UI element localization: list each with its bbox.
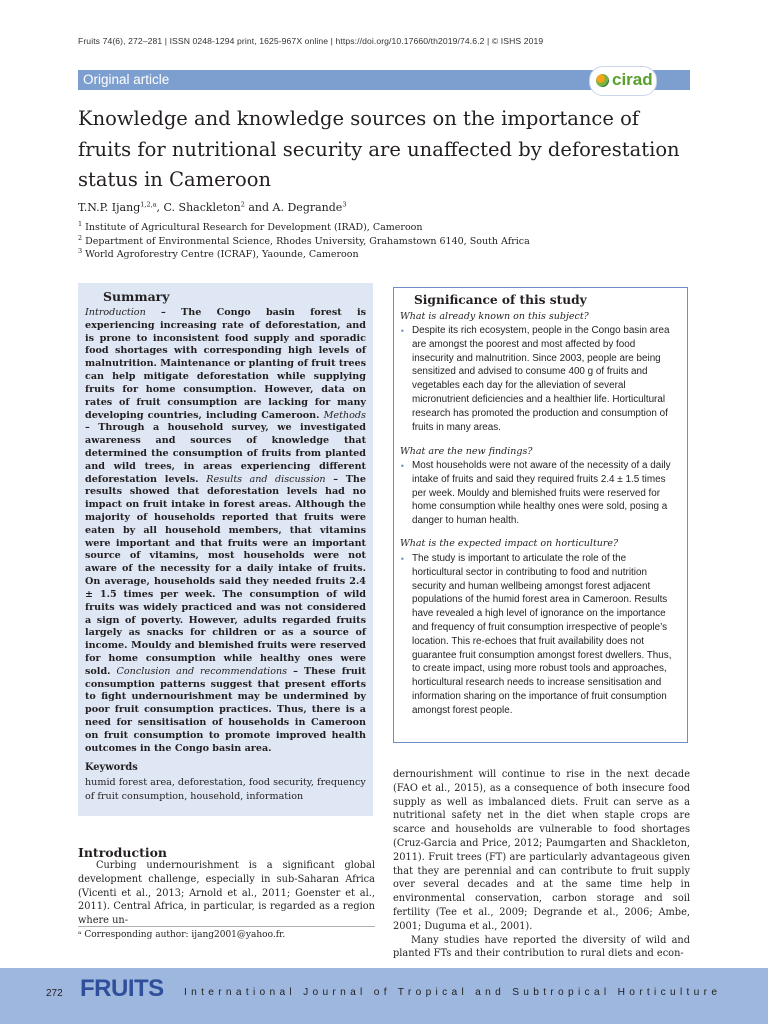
corresponding-author-footnote: ᵃ Corresponding author: ijang2001@yahoo.fr.: [78, 930, 286, 940]
summary-conclusion-label: Conclusion and recommendations: [116, 665, 288, 677]
author-separator: and: [244, 201, 273, 214]
article-title: Knowledge and knowledge sources on the importance of fruits for nutritional security are unaffected by deforestation status in Cameroon: [78, 107, 680, 191]
significance-heading: Significance of this study: [414, 293, 587, 307]
body-paragraph: dernourishment will continue to rise in the next decade (FAO et al., 2015), as a consequence of both insecure food supply as well as imbalanced diets. Fruit can serve as a nutritional safety net in the diet when staple crops are scarce and households are vulnerable to food shortages (Cruz-Garcia and Price, 2012; Paumgarten and Shackleton, 2011). Fruit trees (FT) are particularly advantageous given that they are perennial and can contribute to fruit supply over several decades and at the same time help in environmental conservation, carbon storage and soil fertility (Tee et al., 2009; Degrande et al., 2006; Ambe, 2001; Duguma et al., 2001).: [393, 769, 690, 932]
summary-conclusion-text: These fruit consumption patterns suggest that present efforts to fight undernourishment may be undermined by poor fruit consumption practices. Thus, there is a need for sensitisation of households in Cameroon on fruit consumption to promote improved health outcomes in the Congo basin area.: [85, 665, 366, 754]
affiliation-item: [78, 221, 530, 235]
affiliation-text: World Agroforestry Centre (ICRAF), Yaounde, Cameroon: [85, 249, 359, 261]
running-head: Fruits 74(6), 272–281 | ISSN 0248-1294 print, 1625-967X online | https://doi.org/10.17660/th2019/74.6.2 | © ISHS 2019: [78, 36, 544, 46]
introduction-text: Curbing undernourishment is a significant global development challenge, especially in sub-Saharan Africa (Vicenti et al., 2013; Arnold et al., 2011; Goenster et al., 2011). Central Africa, in particular, is regarded as a region where un-: [78, 860, 375, 927]
cirad-logo-text: cirad: [612, 70, 653, 89]
author-list: [78, 201, 346, 214]
affiliation-number: 2: [78, 233, 83, 242]
author-name: C. Shackleton: [163, 201, 241, 214]
affiliation-item: [78, 235, 530, 249]
significance-answer-findings: Most households were not aware of the necessity of a daily intake of fruits and said they required fruits 2.4 ± 1.5 times per week. Mouldy and blemished fruits were reserved for home consumption while healthy ones were sold, posing a danger to human health.: [412, 460, 671, 527]
bullet-icon: •: [400, 555, 405, 564]
affiliation-number: 1: [78, 219, 83, 228]
page-number: 272: [46, 988, 63, 999]
affiliation-list: [78, 221, 530, 262]
significance-answer-known: Despite its rich ecosystem, people in the Congo basin area are amongst the poorest and most affected by food insecurity and malnutrition. Since 2003, people are being sensitized and advised to consume 400 g of fruits and vegetables each day for the alleviation of several micronutrient deficiencies and a healthier life. Horticultural research has promoted the production and consumption of fruits in many areas.: [412, 325, 670, 433]
bullet-icon: •: [400, 462, 405, 471]
summary-methods-text: Through a household survey, we investigated awareness and sources of knowledge that determined the consumption of fruits from planted and wild trees, in areas experiencing different deforestation levels.: [85, 422, 366, 485]
summary-intro-text: The Congo basin forest is experiencing increasing rate of deforestation, and is prone to inconsistent food supply and sporadic food shortages with corresponding high levels of malnutrition. Maintenance or planting of fruit trees can help mitigate deforestation while supplying fruits for home consumption. However, data on rates of fruit consumption are lacking for many developing countries, including Cameroon.: [85, 307, 366, 421]
summary-results-label: Results and discussion: [206, 473, 326, 485]
summary-methods-label: Methods: [323, 409, 366, 421]
author-separator: ,: [156, 201, 164, 214]
summary-results-text: The results showed that deforestation levels had no impact on fruit intake in forest areas. Although the majority of households reported that fruits were eaten by all household members, that vitamins were important and that fruits were an important source of vitamins, most households were not aware of the necessity for a daily intake of fruits. On average, households said they needed fruits 2.4 ± 1.5 times per week. The consumption of wild fruits was widely practiced and was not considered a sign of poverty. However, adults regarded fruits largely as snacks for children or as a source of income. Mouldy and blemished fruits were reserved for home consumption while healthy ones were sold.: [85, 473, 366, 677]
author-name: T.N.P. Ijang: [78, 201, 141, 214]
summary-body: Introduction – The Congo basin forest is experiencing increasing rate of deforestation, and is prone to inconsistent food supply and sporadic food shortages with corresponding high levels of malnutrition. Maintenance or planting of fruit trees can help mitigate deforestation while supplying fruits for home consumption. However, data on rates of fruit consumption are lacking for many developing countries, including Cameroon. Methods – Through a household survey, we investigated awareness and sources of knowledge that determined the consumption of fruits from planted and wild trees, in areas experiencing different deforestation levels. Results and discussion – The results showed that deforestation levels had no impact on fruit intake in forest areas. Although the majority of households reported that fruits were eaten by all household members, that vitamins were important and that fruits were an important source of vitamins, most households were not aware of the necessity for a daily intake of fruits. On average, households said they needed fruits 2.4 ± 1.5 times per week. The consumption of wild fruits was widely practiced and was not considered a sign of poverty. However, adults regarded fruits largely as snacks for children or as a source of income. Mouldy and blemished fruits were reserved for home consumption while healthy ones were sold. Conclusion and recommendations – These fruit consumption patterns suggest that present efforts to fight undernourishment may be undermined by poor fruit consumption practices. Thus, there is a need for sensitisation of households in Cameroon on fruit consumption to promote improved health outcomes in the Congo basin area.: [85, 307, 366, 754]
article-type-label: Original article: [83, 72, 170, 87]
keywords-text: humid forest area, deforestation, food security, frequency of fruit consumption, household, information: [85, 777, 366, 802]
journal-tagline: International Journal of Tropical and Subtropical Horticulture: [184, 987, 722, 998]
bullet-icon: •: [400, 327, 405, 336]
summary-heading: Summary: [103, 289, 170, 304]
author-name: A. Degrande: [272, 201, 343, 214]
keywords-heading: Keywords: [85, 762, 138, 773]
body-paragraph: Many studies have reported the diversity of wild and planted FTs and their contribution to rural diets and econ-: [393, 934, 690, 960]
introduction-heading: Introduction: [78, 845, 168, 860]
journal-logo: FRUITS: [80, 975, 164, 1002]
significance-question-known: What is already known on this subject?: [400, 311, 589, 322]
affiliation-item: [78, 248, 530, 262]
author-affiliation-marker: 1,2,a: [140, 200, 157, 209]
significance-answer-impact: The study is important to articulate the role of the horticultural sector in contributing to food and nutrition security and human wellbeing amongst forest adjacent populations of the humid forest area in Cameroon. Results have revealed a high level of ignorance on the importance and frequency of fruit consumption irrespective of people’s location. This re-echoes that fruit availability does not guarantee fruit consumption amongst forest dwellers. Thus, to create impact, using more robust tools and approaches, horticultural research needs to increase sensitisation and information sharing on the importance of fruit consumption amongst forest people.: [412, 553, 672, 716]
significance-question-findings: What are the new findings?: [400, 446, 533, 457]
author-affiliation-marker: 2: [240, 200, 245, 209]
cirad-logo-icon: [596, 74, 609, 87]
summary-intro-label: Introduction: [85, 307, 146, 318]
affiliation-text: Institute of Agricultural Research for Development (IRAD), Cameroon: [85, 222, 423, 233]
significance-question-impact: What is the expected impact on horticulture?: [400, 538, 619, 549]
cirad-logo: [589, 66, 657, 96]
footnote-divider: [78, 926, 375, 927]
body-right-column: [393, 768, 690, 961]
affiliation-number: 3: [78, 247, 83, 256]
affiliation-text: Department of Environmental Science, Rhodes University, Grahamstown 6140, South Africa: [85, 235, 530, 247]
author-affiliation-marker: 3: [342, 200, 347, 209]
